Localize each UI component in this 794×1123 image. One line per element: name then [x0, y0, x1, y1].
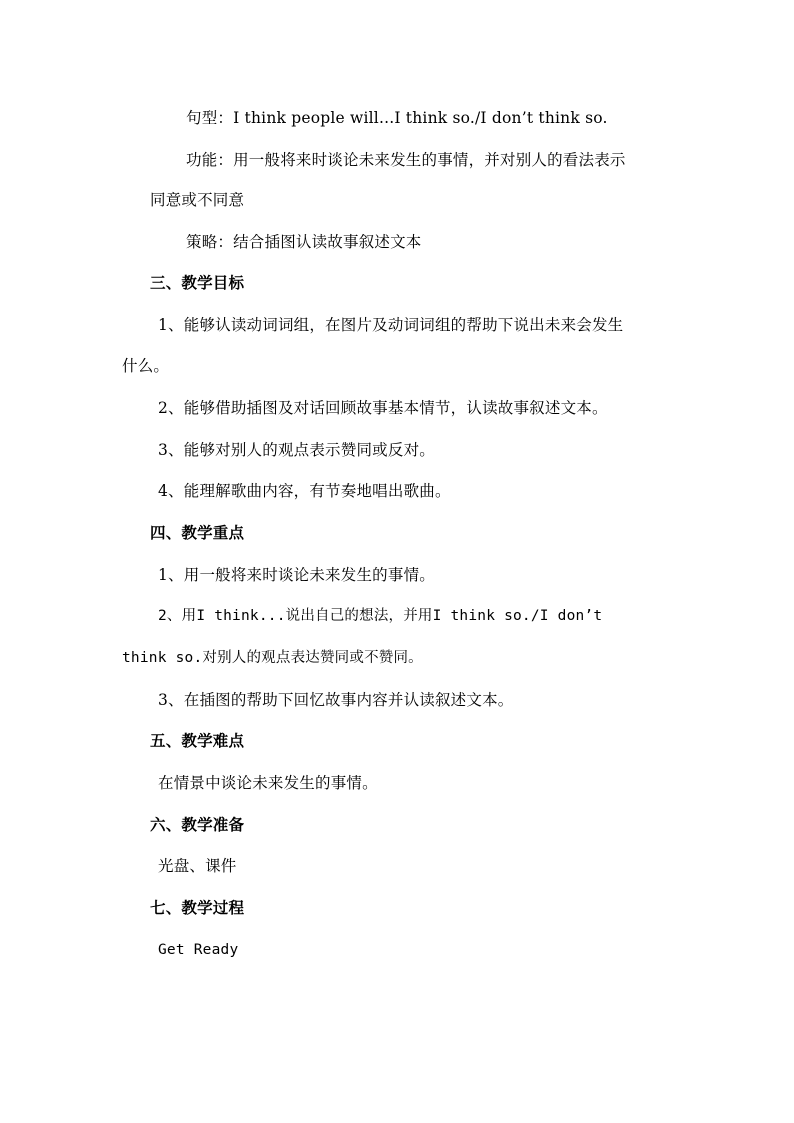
- key-point-item-1: 1、用一般将来时谈论未来发生的事情。: [158, 566, 435, 584]
- strategy-line: 策略：结合插图认读故事叙述文本: [186, 233, 422, 251]
- goal-item-4: 4、能理解歌曲内容，有节奏地唱出歌曲。: [158, 482, 451, 500]
- sentence-pattern: 句型：I think people will...I think so./I don’t think so.: [186, 109, 608, 127]
- preparation-text: 光盘、课件: [158, 857, 237, 875]
- key-point-item-2: 2、用I think...说出自己的想法，并用I think so./I don’t: [158, 608, 603, 624]
- section-heading-teaching-goals: 三、教学目标: [150, 274, 245, 292]
- goal-item-1-continued: 什么。: [122, 357, 170, 375]
- section-heading-preparation: 六、教学准备: [150, 816, 245, 834]
- key-point-item-3: 3、在插图的帮助下回忆故事内容并认读叙述文本。: [158, 691, 514, 709]
- key-point-item-2-continued: think so.对别人的观点表达赞同或不赞同。: [122, 650, 423, 666]
- function-line-2: 同意或不同意: [150, 191, 245, 209]
- section-heading-difficulties: 五、教学难点: [150, 732, 245, 750]
- goal-item-1: 1、能够认读动词词组，在图片及动词词组的帮助下说出未来会发生: [158, 316, 624, 334]
- difficulty-text: 在情景中谈论未来发生的事情。: [158, 774, 378, 792]
- section-heading-process: 七、教学过程: [150, 899, 245, 917]
- process-get-ready: Get Ready: [158, 942, 239, 958]
- function-line-1: 功能：用一般将来时谈论未来发生的事情，并对别人的看法表示: [186, 151, 626, 169]
- goal-item-2: 2、能够借助插图及对话回顾故事基本情节，认读故事叙述文本。: [158, 399, 608, 417]
- section-heading-key-points: 四、教学重点: [150, 524, 245, 542]
- goal-item-3: 3、能够对别人的观点表示赞同或反对。: [158, 441, 435, 459]
